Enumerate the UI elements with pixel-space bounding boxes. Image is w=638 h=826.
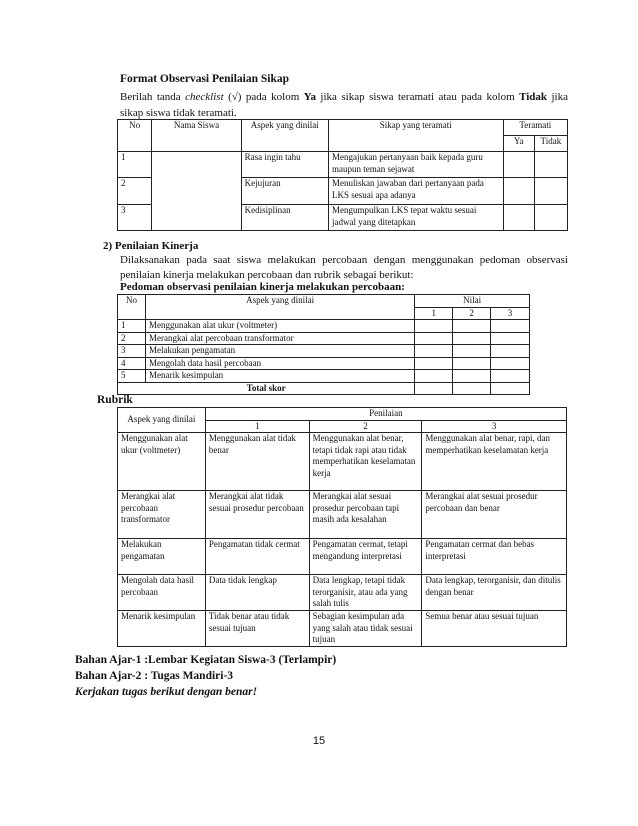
bahan-ajar-1: Bahan Ajar-1 :Lembar Kegiatan Siswa-3 (Terlampir): [75, 654, 337, 666]
col-ya: Ya: [503, 136, 534, 152]
table-row: 2 Merangkai alat percobaan transformator: [118, 332, 530, 345]
col-penilaian: Penilaian: [205, 408, 566, 421]
page-number: 15: [312, 735, 326, 747]
table-row: Menggunakan alat ukur (voltmeter) Menggunakan alat tidak benar Menggunakan alat benar, tetapi tidak rapi atau tidak memperhatikan keselamatan kerja Menggunakan alat benar, rapi, dan memperhatikan keselamatan kerja: [118, 433, 567, 491]
table-row: Menarik kesimpulan Tidak benar atau tidak sesuai tujuan Sebagian kesimpulan ada yang salah atau tidak sesuai tujuan Semua benar atau sesuai tujuan: [118, 611, 567, 647]
col-nilai: Nilai: [415, 295, 530, 308]
col-aspek: Aspek yang dinilai: [145, 295, 414, 320]
table-row: 3 Melakukan pengamatan: [118, 345, 530, 358]
table-row: 3 Kedisiplinan Mengumpulkan LKS tepat waktu sesuai jadwal yang ditetapkan: [118, 205, 568, 231]
col-aspek: Aspek yang dinilai: [118, 408, 206, 433]
table-row: Melakukan pengamatan Pengamatan tidak cermat Pengamatan cermat, tetapi mengandung interpretasi Pengamatan cermat dan bebas interpretasi: [118, 539, 567, 575]
table-row: 2 Kejujuran Menuliskan jawaban dari pertanyaan pada LKS sesuai apa adanya: [118, 178, 568, 205]
ya-checkbox-cell[interactable]: [503, 205, 534, 231]
table-row: 1 Rasa ingin tahu Mengajukan pertanyaan baik kepada guru maupun teman sejawat: [118, 152, 568, 178]
total-row: [118, 382, 530, 395]
kinerja-heading: 2) Penilaian Kinerja: [103, 240, 199, 252]
kinerja-paragraph: Dilaksanakan pada saat siswa melakukan percobaan dengan menggunakan pedoman observasi penilaian kinerja melakukan percobaan dan rubrik sebagai berikut:: [120, 254, 568, 281]
table-row: 4 Mengolah data hasil percobaan: [118, 357, 530, 370]
total-skor-label: Total skor: [118, 382, 415, 395]
rubrik-heading: Rubrik: [97, 394, 133, 406]
sikap-instructions: Berilah tanda checklist (√) pada kolom Ya jika sikap siswa teramati atau pada kolom Tidak jika sikap siswa tidak teramati.: [120, 91, 568, 119]
table-row: 1 Menggunakan alat ukur (voltmeter): [118, 320, 530, 333]
col-tidak: Tidak: [534, 136, 567, 152]
sikap-title: Format Observasi Penilaian Sikap: [120, 73, 289, 85]
col-no: No: [118, 120, 152, 152]
table-row: Mengolah data hasil percobaan Data tidak lengkap Data lengkap, tetapi tidak terorganisir, atau ada yang salah tulis Data lengkap, terorganisir, dan ditulis dengan benar: [118, 575, 567, 611]
rubrik-table: Aspek yang dinilai Penilaian 1 2 3 Menggunakan alat ukur (voltmeter) Menggunakan alat tidak benar Menggunakan alat benar, tetapi tidak rapi atau tidak memperhatikan keselamatan kerja Menggunakan alat benar, rapi, dan memperhatikan keselamatan kerja Merangkai alat percobaan transformator Merangkai alat tidak sesuai prosedur percobaan Merangkai alat sesuai prosedur percobaan tapi masih ada kesalahan Merangkai alat sesuai prosedur percobaan dan benar Melakukan pengamatan Pengamatan tidak cermat Pengamatan cermat, tetapi mengandung interpretasi Pengamatan cermat dan bebas interpretasi Mengolah data hasil percobaan Data tidak lengkap Data lengkap, tetapi tidak terorganisir, atau ada yang salah tulis Data lengkap, terorganisir, dan ditulis dengan benar Menarik kesimpulan Tidak benar atau tidak sesuai tujuan Sebagian kesimpulan ada yang salah atau tidak sesuai tujuan Semua benar atau sesuai tujuan: [117, 407, 567, 647]
col-teramati: Teramati: [503, 120, 567, 136]
sikap-table: [117, 119, 568, 231]
ya-checkbox-cell[interactable]: [503, 152, 534, 178]
col-aspek: Aspek yang dinilai: [241, 120, 328, 152]
table-row: Merangkai alat percobaan transformator Merangkai alat tidak sesuai prosedur percobaan Merangkai alat sesuai prosedur percobaan tapi masih ada kesalahan Merangkai alat sesuai prosedur percobaan dan benar: [118, 491, 567, 539]
col-nama-siswa: Nama Siswa: [152, 120, 241, 152]
nama-siswa-cell[interactable]: [152, 152, 241, 231]
col-no: No: [118, 295, 146, 320]
col-sikap: Sikap yang teramati: [328, 120, 503, 152]
table-row: 5 Menarik kesimpulan: [118, 370, 530, 383]
kinerja-table: No Aspek yang dinilai Nilai 1 2 3 1 Menggunakan alat ukur (voltmeter) 2 Merangkai alat percobaan transformator 3 Melakukan pengamatan 4 Mengolah data hasil percobaan 5 Menarik kesimpulan Total skor: [117, 294, 530, 395]
tidak-checkbox-cell[interactable]: [534, 205, 567, 231]
bahan-ajar-2: Bahan Ajar-2 : Tugas Mandiri-3: [75, 670, 234, 682]
tidak-checkbox-cell[interactable]: [534, 178, 567, 205]
kinerja-subtitle: Pedoman observasi penilaian kinerja melakukan percobaan:: [120, 281, 405, 293]
tidak-checkbox-cell[interactable]: [534, 152, 567, 178]
kerjakan-instruction: Kerjakan tugas berikut dengan benar!: [75, 686, 258, 698]
ya-checkbox-cell[interactable]: [503, 178, 534, 205]
